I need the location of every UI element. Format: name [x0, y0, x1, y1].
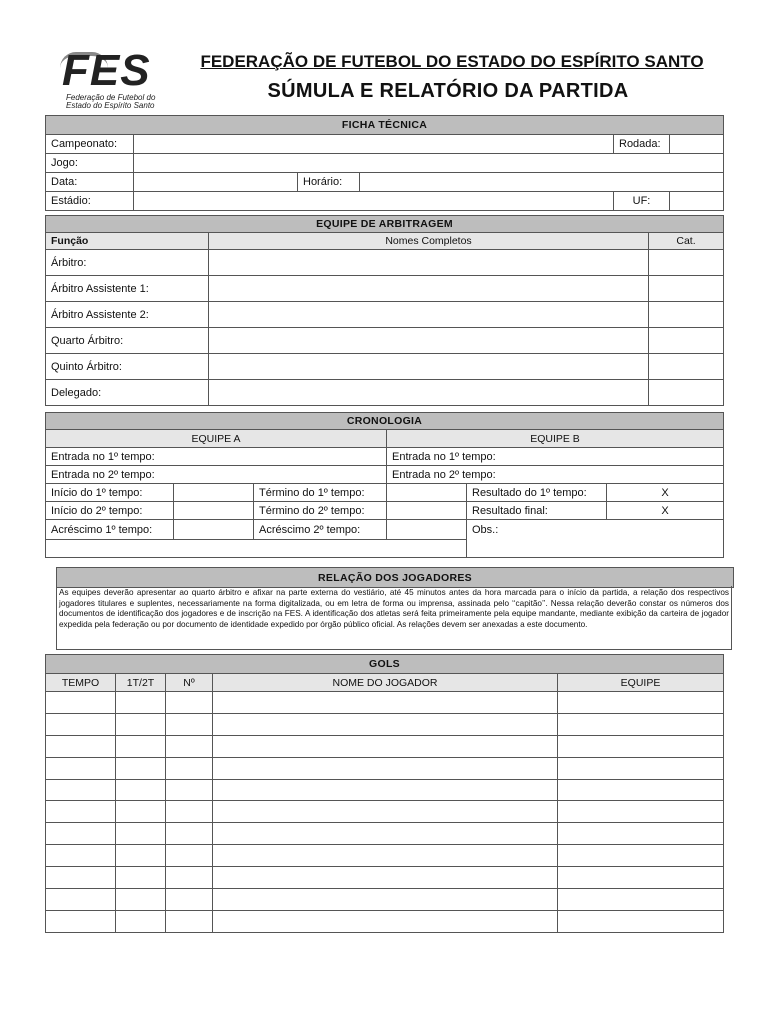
gol-numero-field[interactable]: [166, 845, 213, 867]
horario-field[interactable]: [360, 173, 724, 192]
jogadores-title: RELAÇÃO DOS JOGADORES: [57, 568, 734, 588]
gol-tempo-field[interactable]: [46, 692, 116, 714]
data-field[interactable]: [134, 173, 298, 192]
gol-tempo-field[interactable]: [46, 867, 116, 889]
arbitro-label: Árbitro:: [46, 250, 209, 276]
data-label: Data:: [46, 173, 134, 192]
gol-nome-field[interactable]: [213, 867, 558, 889]
campeonato-label: Campeonato:: [46, 135, 134, 154]
gol-periodo-field[interactable]: [116, 867, 166, 889]
gol-row: [46, 867, 724, 889]
gol-numero-field[interactable]: [166, 823, 213, 845]
assistente2-cat-field[interactable]: [649, 302, 724, 328]
gols-table: [45, 654, 724, 933]
gol-tempo-field[interactable]: [46, 735, 116, 757]
resultado-final-label: Resultado final:: [467, 502, 607, 520]
resultado1-field[interactable]: X: [607, 484, 724, 502]
cronologia-blank-row: [46, 540, 467, 558]
estadio-label: Estádio:: [46, 192, 134, 211]
gol-nome-field[interactable]: [213, 779, 558, 801]
assistente1-cat-field[interactable]: [649, 276, 724, 302]
acrescimo1-field[interactable]: [174, 520, 254, 540]
gol-equipe-field[interactable]: [558, 692, 724, 714]
logo-subtitle-line2: Estado do Espírito Santo: [66, 101, 155, 110]
nome-jogador-header: NOME DO JOGADOR: [213, 674, 558, 692]
arbitro-cat-field[interactable]: [649, 250, 724, 276]
gol-equipe-field[interactable]: [558, 735, 724, 757]
delegado-cat-field[interactable]: [649, 380, 724, 406]
jogadores-instructions: As equipes deverão apresentar ao quarto árbitro e afixar na parte externa do vestiário, até 45 minutos antes da hora marcada para o início da partida, a relação dos respectivos jogadores titulares e suplentes, necessariamente na forma digitalizada, ou em letra de forma ou imprensa, assinada pelo ‘‘capitão’’. Nessa relação deverão constar os números dos documentos de identificação dos jogadores e de inscrição na FES. A identificação dos atletas será feita primeiramente pela equipe mandante, mediante exibição da carteira de jogador expedida pela federação ou por documento de identidade expedido por órgão público oficial. As relações devem ser anexadas a este documento.: [56, 586, 732, 650]
logo-subtitle: [66, 94, 155, 110]
gol-nome-field[interactable]: [213, 735, 558, 757]
acrescimo2-field[interactable]: [387, 520, 467, 540]
gol-row: [46, 757, 724, 779]
arbitragem-table: [45, 215, 724, 406]
inicio1-label: Início do 1º tempo:: [46, 484, 174, 502]
entrada2-a-field[interactable]: Entrada no 2º tempo:: [46, 466, 387, 484]
quarto-arbitro-label: Quarto Árbitro:: [46, 328, 209, 354]
quinto-arbitro-name-field[interactable]: [209, 354, 649, 380]
gol-equipe-field[interactable]: [558, 823, 724, 845]
gol-numero-field[interactable]: [166, 910, 213, 932]
resultado-final-field[interactable]: X: [607, 502, 724, 520]
jogadores-title-table: [56, 567, 734, 588]
uf-label: UF:: [614, 192, 670, 211]
assistente2-label: Árbitro Assistente 2:: [46, 302, 209, 328]
gol-row: [46, 823, 724, 845]
gol-equipe-field[interactable]: [558, 757, 724, 779]
quarto-arbitro-name-field[interactable]: [209, 328, 649, 354]
gol-equipe-field[interactable]: [558, 867, 724, 889]
gol-row: [46, 801, 724, 823]
delegado-label: Delegado:: [46, 380, 209, 406]
acrescimo1-label: Acréscimo 1º tempo:: [46, 520, 174, 540]
gol-row: [46, 910, 724, 932]
equipe-a-header: EQUIPE A: [46, 430, 387, 448]
rodada-field[interactable]: [670, 135, 724, 154]
jogo-field[interactable]: [134, 154, 724, 173]
cronologia-table: [45, 412, 724, 558]
entrada2-b-field[interactable]: Entrada no 2º tempo:: [387, 466, 724, 484]
gol-nome-field[interactable]: [213, 823, 558, 845]
uf-field[interactable]: [670, 192, 724, 211]
gol-periodo-field[interactable]: [116, 692, 166, 714]
termino2-field[interactable]: [387, 502, 467, 520]
gol-numero-field[interactable]: [166, 757, 213, 779]
termino1-label: Término do 1º tempo:: [254, 484, 387, 502]
nomes-header: Nomes Completos: [209, 233, 649, 250]
gol-nome-field[interactable]: [213, 910, 558, 932]
gol-numero-field[interactable]: [166, 801, 213, 823]
gol-periodo-field[interactable]: [116, 757, 166, 779]
inicio2-label: Início do 2º tempo:: [46, 502, 174, 520]
assistente1-label: Árbitro Assistente 1:: [46, 276, 209, 302]
gol-periodo-field[interactable]: [116, 713, 166, 735]
numero-header: Nº: [166, 674, 213, 692]
gol-equipe-field[interactable]: [558, 910, 724, 932]
tempo-header: TEMPO: [46, 674, 116, 692]
gol-periodo-field[interactable]: [116, 735, 166, 757]
gol-periodo-field[interactable]: [116, 845, 166, 867]
acrescimo2-label: Acréscimo 2º tempo:: [254, 520, 387, 540]
federation-heading: FEDERAÇÃO DE FUTEBOL DO ESTADO DO ESPÍRITO SANTO: [200, 52, 704, 71]
termino1-field[interactable]: [387, 484, 467, 502]
arbitragem-title: EQUIPE DE ARBITRAGEM: [46, 216, 724, 233]
resultado1-label: Resultado do 1º tempo:: [467, 484, 607, 502]
gol-row: [46, 889, 724, 911]
gol-equipe-field[interactable]: [558, 801, 724, 823]
gol-numero-field[interactable]: [166, 713, 213, 735]
gol-equipe-field[interactable]: [558, 845, 724, 867]
inicio2-field[interactable]: [174, 502, 254, 520]
gol-nome-field[interactable]: [213, 889, 558, 911]
logo-subtitle-line1: Federação de Futebol do: [66, 93, 156, 102]
gol-tempo-field[interactable]: [46, 910, 116, 932]
entrada1-a-field[interactable]: Entrada no 1º tempo:: [46, 448, 387, 466]
gol-tempo-field[interactable]: [46, 889, 116, 911]
horario-label: Horário:: [298, 173, 360, 192]
gols-rows: [46, 692, 724, 933]
gol-row: [46, 692, 724, 714]
gol-nome-field[interactable]: [213, 845, 558, 867]
gol-tempo-field[interactable]: [46, 845, 116, 867]
gol-numero-field[interactable]: [166, 867, 213, 889]
gol-numero-field[interactable]: [166, 692, 213, 714]
gol-nome-field[interactable]: [213, 801, 558, 823]
ficha-tecnica-table: [45, 115, 724, 211]
quinto-arbitro-label: Quinto Árbitro:: [46, 354, 209, 380]
assistente2-name-field[interactable]: [209, 302, 649, 328]
gol-nome-field[interactable]: [213, 757, 558, 779]
termino2-label: Término do 2º tempo:: [254, 502, 387, 520]
gol-tempo-field[interactable]: [46, 823, 116, 845]
logo-brand: FES: [62, 46, 151, 95]
assistente1-name-field[interactable]: [209, 276, 649, 302]
jogo-label: Jogo:: [46, 154, 134, 173]
delegado-name-field[interactable]: [209, 380, 649, 406]
gol-periodo-field[interactable]: [116, 801, 166, 823]
equipe-b-header: EQUIPE B: [387, 430, 724, 448]
gol-tempo-field[interactable]: [46, 779, 116, 801]
entrada1-b-field[interactable]: Entrada no 1º tempo:: [387, 448, 724, 466]
gol-row: [46, 735, 724, 757]
estadio-field[interactable]: [134, 192, 614, 211]
gol-equipe-field[interactable]: [558, 889, 724, 911]
gol-tempo-field[interactable]: [46, 801, 116, 823]
campeonato-field[interactable]: [134, 135, 614, 154]
gol-periodo-field[interactable]: [116, 779, 166, 801]
obs-field[interactable]: Obs.:: [467, 520, 724, 558]
fes-logo: [60, 46, 170, 110]
gol-nome-field[interactable]: [213, 713, 558, 735]
gol-periodo-field[interactable]: [116, 889, 166, 911]
cat-header: Cat.: [649, 233, 724, 250]
gol-row: [46, 779, 724, 801]
funcao-header: Função: [46, 233, 209, 250]
gols-title: GOLS: [46, 655, 724, 674]
ficha-tecnica-title: FICHA TÉCNICA: [46, 116, 724, 135]
gol-tempo-field[interactable]: [46, 757, 116, 779]
gol-nome-field[interactable]: [213, 692, 558, 714]
gol-numero-field[interactable]: [166, 779, 213, 801]
quinto-arbitro-cat-field[interactable]: [649, 354, 724, 380]
gol-row: [46, 845, 724, 867]
gol-equipe-field[interactable]: [558, 779, 724, 801]
periodo-header: 1T/2T: [116, 674, 166, 692]
equipe-header: EQUIPE: [558, 674, 724, 692]
gol-numero-field[interactable]: [166, 889, 213, 911]
gol-equipe-field[interactable]: [558, 713, 724, 735]
gol-periodo-field[interactable]: [116, 910, 166, 932]
inicio1-field[interactable]: [174, 484, 254, 502]
gol-row: [46, 713, 724, 735]
gol-periodo-field[interactable]: [116, 823, 166, 845]
document-title: SÚMULA E RELATÓRIO DA PARTIDA: [267, 80, 629, 102]
quarto-arbitro-cat-field[interactable]: [649, 328, 724, 354]
arbitro-name-field[interactable]: [209, 250, 649, 276]
gol-tempo-field[interactable]: [46, 713, 116, 735]
gol-numero-field[interactable]: [166, 735, 213, 757]
cronologia-title: CRONOLOGIA: [46, 413, 724, 430]
rodada-label: Rodada:: [614, 135, 670, 154]
